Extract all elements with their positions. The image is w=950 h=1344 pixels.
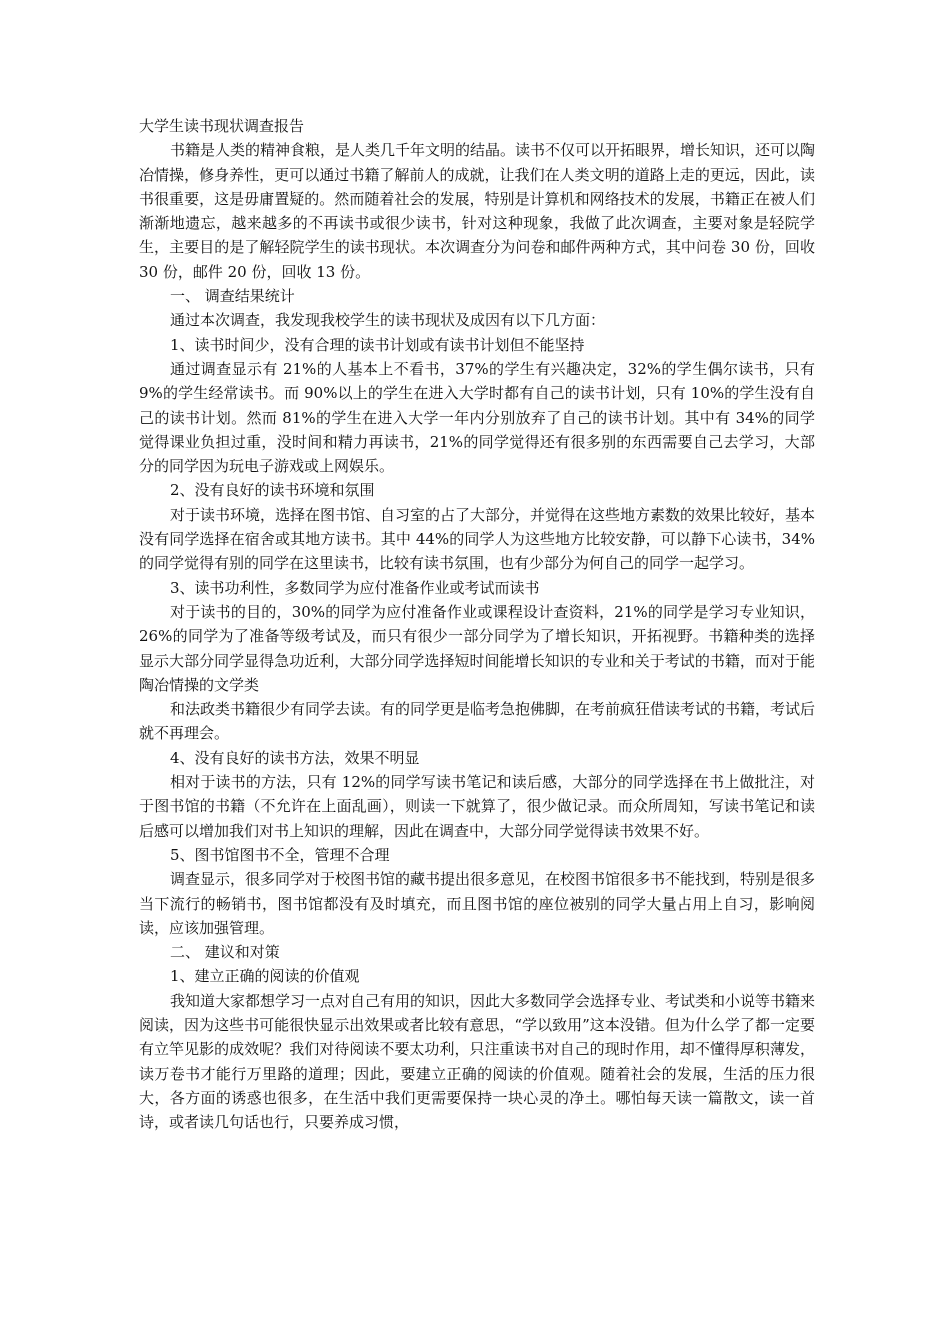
results-intro-paragraph: 通过本次调查，我发现我校学生的读书现状及成因有以下几方面：	[170, 311, 606, 330]
library-paragraph: 调查显示，很多同学对于校图书馆的藏书提出很多意见，在校图书馆很多书不能找到，特别是很多当下流行的畅销书，图书馆都没有及时填充，而且图书馆的座位被别的同学大量占用上自习，影响阅读，应该加强管理。	[139, 870, 816, 937]
reading-time-paragraph: 通过调查显示有 21%的人基本上不看书，37%的学生有兴趣决定，32%的学生偶尔读书，只有 9%的学生经常读书。而 90%以上的学生在进入大学时都有自己的读书计划，只有 10%的学生没有自己的读书计划。然而 81%的学生在进入大学一年内分别放弃了自己的读书计划。其中有 34%的同学觉得课业负担过重，没时间和精力再读书，21%的同学觉得还有很多别的东西需要自己去学习，大部分的同学因为玩电子游戏或上网娱乐。	[139, 359, 815, 476]
intro-paragraph: 书籍是人类的精神食粮，是人类几千年文明的结晶。读书不仅可以开拓眼界，增长知识，还可以陶冶情操，修身养性，更可以通过书籍了解前人的成就，让我们在人类文明的道路上走的更远，因此，读书很重要，这是毋庸置疑的。然而随着社会的发展，特别是计算机和网络技术的发展，书籍正在被人们渐渐地遗忘，越来越多的不再读书或很少读书，针对这种现象，我做了此次调查，主要对象是轻院学生，主要目的是了解轻院学生的读书现状。本次调查分为问卷和邮件两种方式，其中问卷 30 份，回收 30 份，邮件 20 份，回收 13 份。	[139, 141, 816, 281]
subheading-reading-time: 1、读书时间少，没有合理的读书计划或有读书计划但不能坚持	[170, 335, 585, 354]
document-page	[139, 114, 815, 1134]
values-paragraph: 我知道大家都想学习一点对自己有用的知识，因此大多数同学会选择专业、考试类和小说等书籍来阅读，因为这些书可能很快显示出效果或者比较有意思，“学以致用”这本没错。但为什么学了都一定要有立竿见影的成效呢？我们对待阅读不要太功利，只注重读书对自己的现时作用，却不懂得厚积薄发，读万卷书才能行万里路的道理；因此，要建立正确的阅读的价值观。随着社会的发展，生活的压力很大，各方面的诱惑也很多，在生活中我们更需要保持一块心灵的净土。哪怕每天读一篇散文，读一首诗，或者读几句话也行，只要养成习惯，	[139, 991, 816, 1132]
environment-paragraph: 对于读书环境，选择在图书馆、自习室的占了大部分，并觉得在这些地方素数的效果比较好，基本没有同学选择在宿舍或其地方读书。其中 44%的同学人为这些地方比较安静，可以静下心读书，34%的同学觉得有别的同学在这里读书，比较有读书氛围，也有少部分为何自己的同学一起学习。	[139, 505, 816, 573]
document-title: 大学生读书现状调查报告	[139, 117, 305, 135]
subheading-values: 1、建立正确的阅读的价值观	[170, 967, 360, 986]
subheading-methods: 4、没有良好的读书方法，效果不明显	[170, 748, 420, 767]
section-heading-results: 一、 调查结果统计	[170, 287, 295, 306]
subheading-library: 5、图书馆图书不全，管理不合理	[170, 845, 390, 864]
subheading-utilitarian: 3、读书功利性，多数同学为应付准备作业或考试而读书	[170, 578, 540, 597]
utilitarian-paragraph: 对于读书的目的，30%的同学为应付准备作业或课程设计查资料，21%的同学是学习专业知识，26%的同学为了准备等级考试及，而只有很少一部分同学为了增长知识，开拓视野。书籍种类的选择显示大部分同学显得急功近利，大部分同学选择短时间能增长知识的专业和关于考试的书籍，而对于能陶冶情操的文学类	[139, 602, 815, 694]
utilitarian-paragraph-continued: 和法政类书籍很少有同学去读。有的同学更是临考急抱佛脚，在考前疯狂借读考试的书籍，考试后就不再理会。	[139, 700, 816, 743]
methods-paragraph: 相对于读书的方法，只有 12%的同学写读书笔记和读后感，大部分的同学选择在书上做批注，对于图书馆的书籍（不允许在上面乱画），则读一下就算了，很少做记录。而众所周知，写读书笔记和读后感可以增加我们对书上知识的理解，因此在调查中，大部分同学觉得读书效果不好。	[139, 773, 815, 840]
subheading-environment: 2、没有良好的读书环境和氛围	[170, 481, 375, 500]
section-heading-suggestions: 二、 建议和对策	[170, 943, 280, 962]
